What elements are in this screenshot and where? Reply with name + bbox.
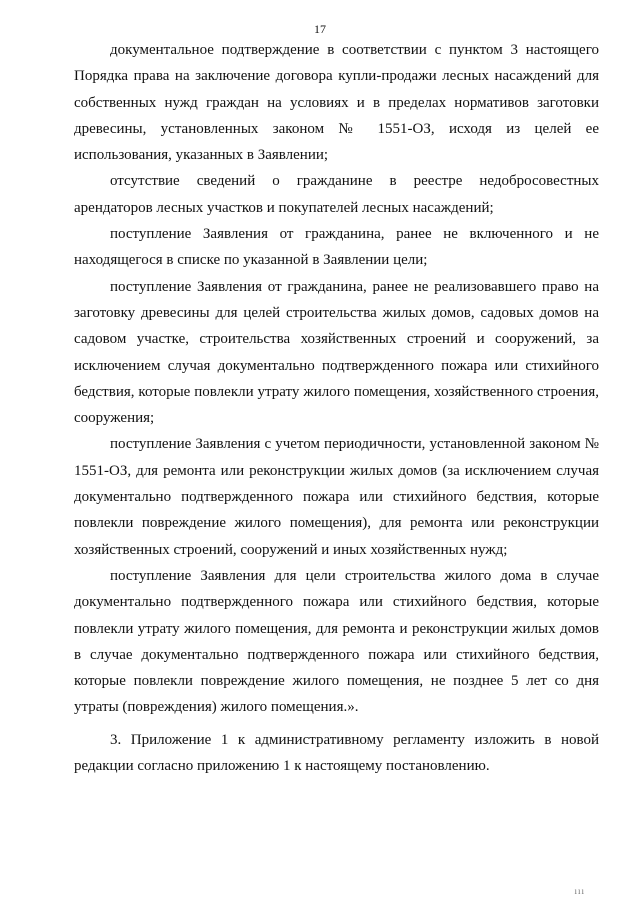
paragraph-not-in-list: поступление Заявления от гражданина, ранее не включенного и не находящегося в списке по указанной в Заявлении цели; <box>74 226 599 269</box>
paragraph-right-not-exercised: поступление Заявления от гражданина, ранее не реализовавшего право на заготовку древесины для целей строительства жилых домов, садовых домов на садовом участке, строительства хозяйственных строений и сооружений, за исключением случая документально подтвержденного пожара или стихийного бедствия, которые повлекли утрату жилого помещения, хозяйственного строения, сооружения; <box>74 278 599 427</box>
paragraph-documentary-confirmation: документальное подтверждение в соответствии с пунктом 3 настоящего Порядка права на заключение договора купли-продажи лесных насаждений для собственных нужд граждан на условиях и в пределах нормативов заготовки древесины, установленных законом № 1551-ОЗ, исходя из целей ее использования, указанных в Заявлении; <box>74 42 599 164</box>
paragraph-fire-disaster: поступление Заявления для цели строительства жилого дома в случае документально подтвержденного пожара или стихийного бедствия, которые повлекли утрату жилого помещения, для ремонта и реконструкции жилых домов в случае документально подтвержденного пожара или стихийного бедствия, которые повлекли повреждение жилого помещения, не позднее 5 лет со дня утраты (повреждения) жилого помещения.». <box>74 567 599 716</box>
paragraph-no-registry-record: отсутствие сведений о гражданине в реестре недобросовестных арендаторов лесных участков и покупателей лесных насаждений; <box>74 173 599 216</box>
paragraph-item-3: 3. Приложение 1 к административному регламенту изложить в новой редакции согласно приложению 1 к настоящему постановлению. <box>74 731 599 775</box>
paragraph-periodicity: поступление Заявления с учетом периодичности, установленной законом № 1551-ОЗ, для ремонта или реконструкции жилых домов (за исключением случая документально подтвержденного пожара или стихийного бедствия, которые повлекли повреждение жилого помещения), для ремонта или реконструкции хозяйственных строений, сооружений и иных хозяйственных нужд; <box>74 436 599 558</box>
document-body <box>74 37 599 779</box>
page-number: 17 <box>314 22 326 36</box>
corner-mark: ııı <box>574 886 585 896</box>
